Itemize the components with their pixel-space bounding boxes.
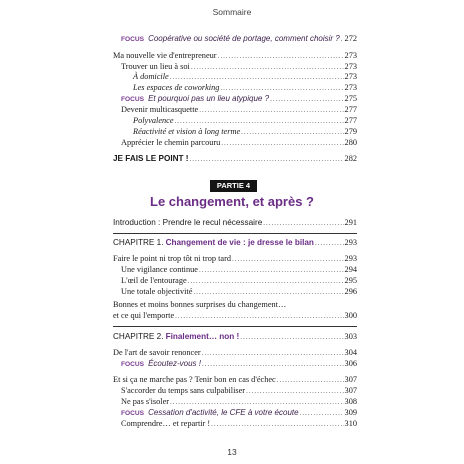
chapter-title: Changement de vie : je dresse le bilan (165, 238, 314, 247)
toc-page-number: 273 (344, 83, 357, 92)
toc-page-number: 296 (344, 287, 357, 296)
toc-entry[interactable] (113, 300, 357, 310)
toc-entry-text: Et si ça ne marche pas ? Tenir bon en cas d'échec (113, 375, 276, 384)
toc-entry[interactable] (113, 254, 357, 264)
toc-entry-text: Une vigilance continue (121, 265, 198, 274)
toc-page-number: 277 (344, 105, 357, 114)
dot-leader (193, 287, 343, 297)
toc-page-number: 295 (344, 276, 357, 285)
toc-page-number: 293 (344, 238, 357, 247)
toc-entry-text: À domicile (133, 72, 169, 81)
dot-leader (241, 127, 343, 137)
toc-entry-checkpoint[interactable] (113, 154, 357, 164)
toc-page-number: 279 (344, 127, 357, 136)
dot-leader (175, 116, 344, 126)
toc-entry-text: Coopérative ou société de portage, comment choisir ? (148, 34, 340, 43)
section-divider (113, 233, 357, 234)
toc-page-number: 309 (344, 408, 357, 417)
dot-leader (218, 51, 344, 61)
toc-entry[interactable] (113, 276, 357, 286)
running-header: Sommaire (212, 7, 252, 17)
focus-label: FOCUS (121, 361, 145, 368)
toc-page-number: 310 (344, 419, 357, 428)
focus-label: FOCUS (121, 36, 145, 43)
part-badge: PARTIE 4 (210, 180, 257, 192)
chapter-number: CHAPITRE 1. (113, 238, 164, 247)
dot-leader (188, 276, 344, 286)
toc-entry[interactable] (113, 62, 357, 72)
toc-entry-text: Introduction : Prendre le recul nécessaire (113, 218, 263, 227)
toc-page-number: 307 (344, 375, 357, 384)
toc-entry[interactable] (113, 138, 357, 148)
toc-entry[interactable] (113, 287, 357, 297)
toc-page-number: 308 (344, 397, 357, 406)
dot-leader (175, 311, 343, 321)
toc-page-number: 307 (344, 386, 357, 395)
toc-entry-text: Apprécier le chemin parcouru (121, 138, 221, 147)
toc-chapter[interactable] (113, 332, 357, 342)
dot-leader (170, 72, 344, 82)
dot-leader (315, 238, 344, 248)
dot-leader (300, 408, 344, 418)
toc-page-number: 282 (344, 154, 357, 163)
dot-leader (211, 419, 343, 429)
toc-entry[interactable] (113, 375, 357, 385)
dot-leader (199, 265, 344, 275)
toc-entry-text: Ma nouvelle vie d'entrepreneur (113, 51, 217, 60)
dot-leader (246, 386, 343, 396)
toc-page-number: 273 (344, 62, 357, 71)
toc-entry-focus[interactable] (113, 359, 357, 369)
dot-leader (263, 218, 343, 228)
toc-entry-text: Une totale objectivité (121, 287, 193, 296)
toc-entry-text: L'œil de l'entourage (121, 276, 187, 285)
toc-subentry[interactable] (113, 116, 357, 126)
focus-label: FOCUS (121, 410, 145, 417)
dot-leader (220, 83, 343, 93)
toc-subentry[interactable] (113, 127, 357, 137)
toc-entry-text: Écoutez-vous ! (148, 359, 201, 368)
toc-subentry[interactable] (113, 72, 357, 82)
page-number: 13 (227, 447, 237, 457)
toc-page-number: 277 (344, 116, 357, 125)
toc-page-number: 280 (344, 138, 357, 147)
toc-entry-text: S'accorder du temps sans culpabiliser (121, 386, 246, 395)
dot-leader (277, 375, 344, 385)
toc-entry-text: Et pourquoi pas un lieu atypique ? (148, 94, 270, 103)
toc-page-number: 303 (344, 332, 357, 341)
toc-entry-text: Bonnes et moins bonnes surprises du changement… (113, 300, 287, 309)
toc-entry[interactable] (113, 386, 357, 396)
toc-page-number: 294 (344, 265, 357, 274)
part-title: Le changement, et après ? (150, 194, 314, 209)
toc-entry-text: Polyvalence (133, 116, 174, 125)
toc-entry[interactable] (113, 311, 357, 321)
focus-label: FOCUS (121, 96, 145, 103)
toc-entry[interactable] (113, 348, 357, 358)
toc-entry-text: Faire le point ni trop tôt ni trop tard (113, 254, 231, 263)
section-divider (113, 326, 357, 327)
dot-leader (240, 332, 343, 342)
dot-leader (232, 254, 344, 264)
toc-entry-focus[interactable] (113, 408, 357, 418)
toc-page-number: 275 (344, 94, 357, 103)
toc-entry-text: et ce qui l'emporte (113, 311, 175, 320)
toc-entry-text: Cessation d'activité, le CFE à votre écoute (148, 408, 299, 417)
toc-entry[interactable] (113, 105, 357, 115)
toc-page-number: 273 (344, 51, 357, 60)
toc-entry-introduction[interactable] (113, 218, 357, 228)
toc-entry-text: Les espaces de coworking (133, 83, 220, 92)
dot-leader (270, 94, 343, 104)
toc-subentry[interactable] (113, 83, 357, 93)
toc-entry-text: JE FAIS LE POINT ! (113, 154, 189, 163)
toc-page-number: 304 (344, 348, 357, 357)
dot-leader (341, 34, 344, 44)
toc-entry-text: Comprendre… et repartir ! (121, 419, 211, 428)
chapter-number: CHAPITRE 2. (113, 332, 164, 341)
toc-page-number: 300 (344, 311, 357, 320)
dot-leader (170, 397, 344, 407)
toc-page-number: 272 (344, 34, 357, 43)
toc-entry[interactable] (113, 419, 357, 429)
dot-leader (190, 154, 344, 164)
toc-entry[interactable] (113, 265, 357, 275)
toc-entry-text: Ne pas s'isoler (121, 397, 170, 406)
toc-entry-text: Réactivité et vision à long terme (133, 127, 241, 136)
chapter-title: Finalement… non ! (165, 332, 240, 341)
toc-entry[interactable] (113, 51, 357, 61)
dot-leader (202, 348, 344, 358)
toc-entry-focus[interactable] (113, 94, 357, 104)
toc-entry-text: Trouver un lieu à soi (121, 62, 190, 71)
dot-leader (199, 105, 343, 115)
toc-chapter[interactable] (113, 238, 357, 248)
toc-page-number: 293 (344, 254, 357, 263)
toc-page-number: 306 (344, 359, 357, 368)
toc-entry-focus[interactable] (113, 34, 357, 44)
dot-leader (191, 62, 344, 72)
toc-entry-text: De l'art de savoir renoncer (113, 348, 201, 357)
toc-entry-text: Devenir multicasquette (121, 105, 199, 114)
dot-leader (221, 138, 343, 148)
toc-entry[interactable] (113, 397, 357, 407)
toc-page-number: 273 (344, 72, 357, 81)
dot-leader (202, 359, 344, 369)
toc-page-number: 291 (344, 218, 357, 227)
